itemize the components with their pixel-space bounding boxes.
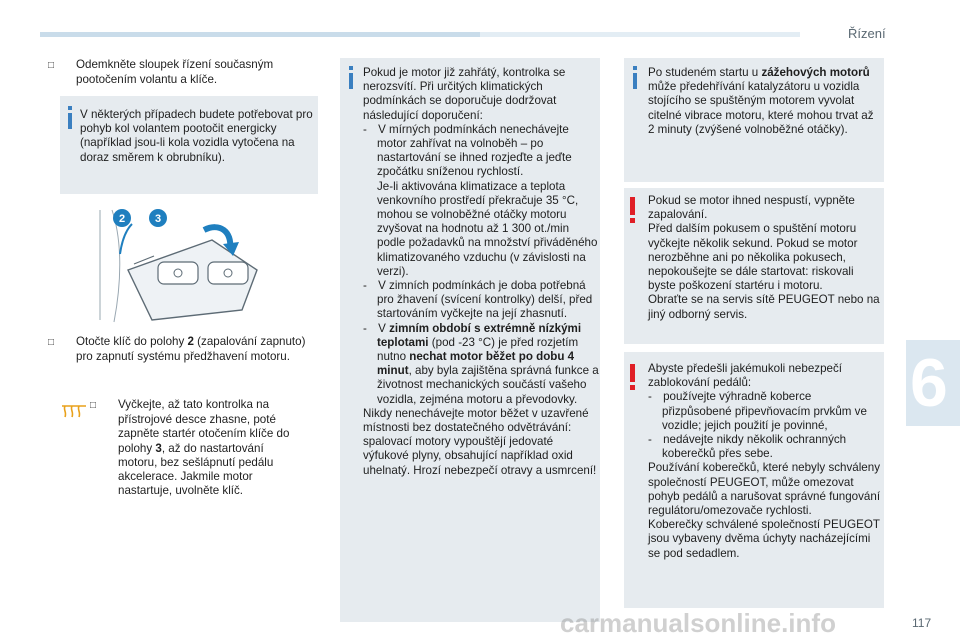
warning-start-text: Pokud se motor ihned nespustí, vypněte zapalování. Před dalším pokusem o spuštění motoru vyčkejte několik sekund. Pokud se motor nerozběhne ani po několika pokusech, nepokoušejte se dále startovat: riskovali byste poškození startéru i motoru. Obraťte se na servis sítě PEUGEOT nebo na jiný odborný servis. bbox=[648, 194, 880, 321]
step-2: □ Otočte klíč do polohy 2 (zapalování zapnuto) pro zapnutí systému předžhavení motoru. bbox=[48, 335, 306, 364]
warning-icon bbox=[630, 197, 635, 215]
warning-mats-text: Abyste předešli jakémukoli nebezpečí zablokování pedálů: - používejte výhradně koberce přizpůsobené připevňovacím prvkům ve vozidle; jejich použití je povinné, - nedávejte nikdy několik ochranných koberečků přes sebe. Používání koberečků, které nebyly schváleny společností PEUGEOT, může omezovat pohyb pedálů a narušovat správné fungování regulátoru/omezovače rychlosti. Koberečky schválené společností PEUGEOT jsou vybaveny dvěma úchyty nacházejícími se pod sedadlem. bbox=[648, 362, 881, 560]
warning-icon bbox=[630, 364, 635, 382]
chapter-tab bbox=[906, 340, 960, 426]
section-title: Řízení bbox=[848, 26, 886, 41]
header-bar-light bbox=[480, 32, 800, 37]
right-info-text: Po studeném startu u zážehových motorů může předehřívání katalyzátoru u vozidla stojícího se spuštěným motorem vyvolat citelné vibrace motoru, které mohou trvat až 2 minuty (zvýšené volnoběžné otáčky). bbox=[648, 66, 874, 136]
info-icon bbox=[349, 73, 353, 89]
glow-plug-warning-icon bbox=[60, 402, 88, 420]
info-note: V některých případech budete potřebovat pro pohyb kol volantem pootočit energicky (například jsou-li kola vozidla vytočena na doraz směrem k obrubníku). bbox=[80, 108, 313, 164]
page-number: 117 bbox=[912, 616, 932, 630]
info-icon bbox=[633, 73, 637, 89]
middle-info-text: Pokud je motor již zahřátý, kontrolka se nerozsvítí. Při určitých klimatických podmínkách se doporučuje dodržovat následující doporučení: - V mírných podmínkách nenechávejte motor zahřívat na volnoběh – po nastartování se ihned rozjeďte a jeďte zpočátku sníženou rychlostí. Je-li aktivována klimatizace a teplota venkovního prostředí překračuje 35 °C, mohou se volnoběžné otáčky motoru zvyšovat na hodnotu až 1 300 ot./min podle požadavků na množství přiváděného klimatizovaného vzduchu (v závislosti na verzi). - V zimních podmínkách je doba potřebná pro žhavení (svícení kontrolky) delší, před startováním vyčkejte na její zhasnutí. - V zimním období s extrémně nízkými teplotami (pod -23 °C) je před rozjetím nutno nechat motor běžet po dobu 4 minut, aby byla zajištěna správná funkce a životnost mechanických součástí vašeho vozidla, zejména motoru a převodovky. Nikdy nenechávejte motor běžet v uzavřené místnosti bez dostatečného odvětrávání: spalovací motory vypouštějí jedovaté výfukové plyny, obsahující například oxid uhelnatý. Hrozí nebezpečí otravy a usmrcení! bbox=[363, 66, 599, 477]
ignition-key-illustration bbox=[92, 200, 272, 328]
step-3: □ Vyčkejte, až tato kontrolka na přístrojové desce zhasne, poté zapněte startér otočením klíče do polohy 3, až do nastartování motoru, bez sešlápnutí pedálu akcelerace. Jakmile motor nastartuje, uvolněte klíč. bbox=[90, 398, 290, 498]
bullet-icon: □ bbox=[48, 337, 55, 348]
position-3-label: 3 bbox=[154, 213, 162, 225]
watermark: carmanualsonline.info bbox=[560, 608, 836, 638]
step-1: □ Odemkněte sloupek řízení současným pootočením volantu a klíče. bbox=[48, 58, 274, 87]
info-icon bbox=[68, 113, 72, 129]
position-2-label: 2 bbox=[118, 213, 126, 225]
bullet-icon: □ bbox=[48, 60, 55, 71]
chapter-number: 6 bbox=[910, 345, 948, 421]
bullet-icon: □ bbox=[90, 400, 97, 411]
header-bar bbox=[40, 32, 480, 37]
